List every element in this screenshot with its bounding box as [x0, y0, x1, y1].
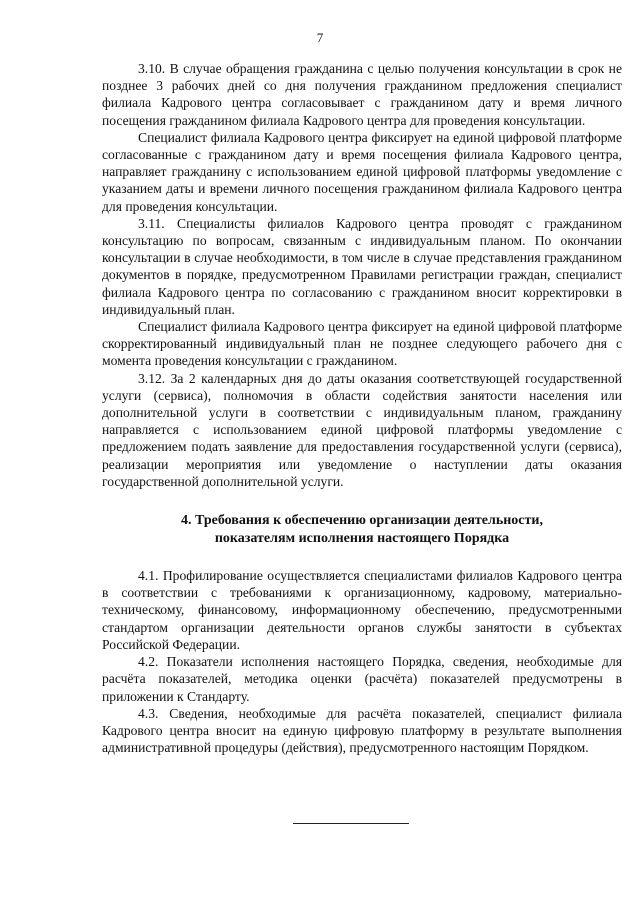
paragraph-4-3: 4.3. Сведения, необходимые для расчёта показателей, специалист филиала Кадрового центра вносит на единую цифровую платформу в результате выполнения административной процедуры (действия), предусмотренного настоящим Порядком. — [102, 705, 622, 756]
section-4-heading-line-2: показателям исполнения настоящего Порядка — [214, 530, 510, 546]
document-body — [102, 60, 622, 756]
paragraph-3-12: 3.12. За 2 календарных дня до даты оказания соответствующей государственной услуги (сервиса), полномочия в области содействия занятости населения или дополнительной услуги в соответствии с индивидуальным планом, гражданину направляется с использованием единой цифровой платформы уведомление с предложением подать заявление для предоставления государственной услуги (сервиса), реализации мероприятия или уведомление о наступлении даты оказания государственной дополнительной услуги. — [102, 370, 622, 489]
paragraph-3-11: 3.11. Специалисты филиалов Кадрового центра проводят с гражданином консультацию по вопросам, связанным с индивидуальным планом. По окончании консультации в случае необходимости, в том числе в случае представления гражданином документов в порядке, предусмотренном Правилами регистрации граждан, специалист филиала Кадрового центра по согласованию с гражданином вносит корректировки в индивидуальный план. — [102, 215, 622, 317]
paragraph-3-10: 3.10. В случае обращения гражданина с целью получения консультации в срок не позднее 3 рабочих дней со дня получения гражданином предложения специалист филиала Кадрового центра согласовывает с гражданином дату и время личного посещения гражданином филиала Кадрового центра для проведения консультации. — [102, 61, 622, 128]
paragraph-3-10-continued: Специалист филиала Кадрового центра фиксирует на единой цифровой платформе согласованные с гражданином дату и время посещения филиала Кадрового центра, направляет гражданину с использованием единой цифровой платформы уведомление с указанием даты и времени личного посещения гражданином филиала Кадрового центра для проведения консультации. — [102, 129, 622, 214]
paragraph-4-2: 4.2. Показатели исполнения настоящего Порядка, сведения, необходимые для расчёта показателей, методика оценки (расчёта) показателей предусмотрены в приложении к Стандарту. — [102, 654, 622, 704]
page-number: 7 — [316, 30, 324, 45]
paragraph-4-1: 4.1. Профилирование осуществляется специалистами филиалов Кадрового центра в соответствии с требованиями к организационному, кадровому, материально-техническому, финансовому, информационному обеспечению, предусмотренными стандартом организации деятельности органов службы занятости в субъектах Российской Федерации. — [102, 568, 622, 652]
section-4-heading-line-1: 4. Требования к обеспечению организации деятельности, — [181, 513, 543, 529]
closing-rule-line — [293, 823, 409, 824]
paragraph-3-11-continued: Специалист филиала Кадрового центра фиксирует на единой цифровой платформе скорректированный индивидуальный план не позднее следующего рабочего дня с момента проведения консультации с гражданином. — [102, 319, 622, 369]
section-4-heading — [102, 512, 622, 547]
